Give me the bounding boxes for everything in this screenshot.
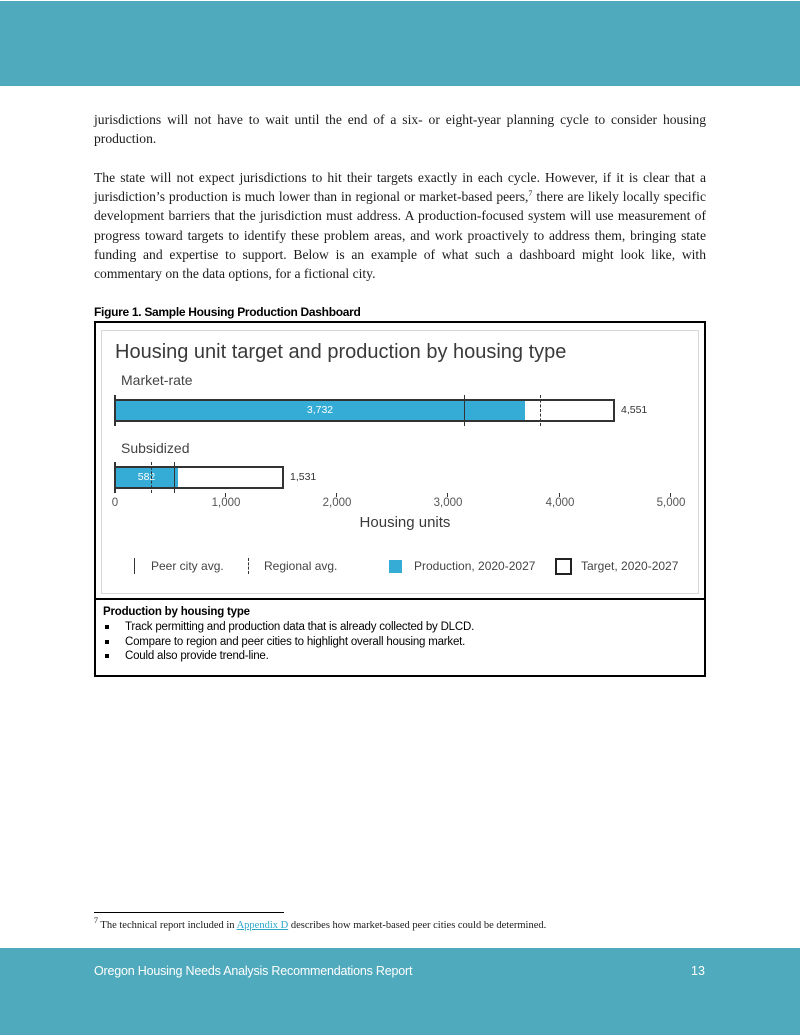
legend-label: Target, 2020-2027 xyxy=(581,559,679,573)
legend-label: Production, 2020-2027 xyxy=(414,559,536,573)
x-tick-label-3000: 3,000 xyxy=(433,497,463,509)
market-rate-production-value: 3,732 xyxy=(306,404,334,416)
legend-production xyxy=(389,557,535,575)
paragraph-2-text-a: The state will not expect jurisdictions to hit their targets exactly in each cycle. However, if it is clear that a jurisdiction’s production is much lower than in regional or market-based peers, xyxy=(94,170,706,205)
notes-item: Track permitting and production data that is already collected by DLCD. xyxy=(103,620,474,635)
legend-peer-city-avg xyxy=(134,557,224,575)
chart-title: Housing unit target and production by housing type xyxy=(115,341,567,363)
market-rate-peer-avg-marker xyxy=(464,395,465,426)
subsidized-regional-avg-marker xyxy=(151,462,152,493)
footnote-separator xyxy=(94,912,284,913)
x-tick-label-4000: 4,000 xyxy=(545,497,575,509)
market-rate-axis-start xyxy=(114,395,116,426)
subsidized-production-value: 582 xyxy=(137,471,156,483)
legend-target xyxy=(555,557,678,575)
category-label-market-rate: Market-rate xyxy=(121,372,193,388)
market-rate-regional-avg-marker xyxy=(540,395,541,426)
appendix-d-link[interactable]: Appendix D xyxy=(236,920,289,931)
chart-legend xyxy=(102,557,698,577)
x-tick-label-2000: 2,000 xyxy=(322,497,352,509)
figure-divider xyxy=(96,598,704,600)
notes-item: Compare to region and peer cities to highlight overall housing market. xyxy=(103,635,474,650)
figure-notes xyxy=(103,605,474,664)
x-tick-label-1000: 1,000 xyxy=(211,497,241,509)
figure-frame xyxy=(94,321,706,677)
figure-caption: Figure 1. Sample Housing Production Dashboard xyxy=(94,305,361,319)
chart-card xyxy=(101,330,699,594)
footnote-number: 7 xyxy=(94,916,98,925)
notes-list xyxy=(103,620,474,664)
paragraph-1: jurisdictions will not have to wait until the end of a six- or eight-year planning cycle to consider housing production. xyxy=(94,112,706,147)
legend-label: Peer city avg. xyxy=(151,559,224,573)
category-label-subsidized: Subsidized xyxy=(121,440,190,456)
footnote xyxy=(94,916,547,931)
filled-square-icon xyxy=(389,560,402,573)
paragraph-2 xyxy=(94,168,706,283)
subsidized-target-value: 1,531 xyxy=(290,471,317,483)
subsidized-axis-start xyxy=(114,462,116,493)
dashed-line-icon xyxy=(248,558,249,574)
notes-item: Could also provide trend-line. xyxy=(103,649,474,664)
page-number: 13 xyxy=(691,964,705,978)
market-rate-target-value: 4,551 xyxy=(621,404,648,416)
footer-band xyxy=(0,948,800,1035)
x-tick-label-0: 0 xyxy=(111,497,119,509)
footer-report-title: Oregon Housing Needs Analysis Recommendations Report xyxy=(94,964,413,978)
legend-label: Regional avg. xyxy=(264,559,338,573)
header-band xyxy=(0,1,800,86)
paragraph-2-text-b: there are likely locally specific development barriers that the jurisdiction must address. A production-focused system will use measurement of progress toward targets to identify these problem areas, and work proactively to address them, bringing state funding and expertise to support. Below is an example of what such a dashboard might look like, with commentary on the data options, for a fictional city. xyxy=(94,189,706,282)
footnote-text-b: describes how market-based peer cities could be determined. xyxy=(288,920,547,931)
outline-square-icon xyxy=(555,558,572,575)
x-axis-title: Housing units xyxy=(359,514,451,531)
solid-line-icon xyxy=(134,558,135,574)
subsidized-peer-avg-marker xyxy=(174,462,175,493)
x-tick-label-5000: 5,000 xyxy=(656,497,686,509)
legend-regional-avg xyxy=(248,557,337,575)
notes-title: Production by housing type xyxy=(103,606,250,618)
footnote-text-a: The technical report included in xyxy=(98,920,237,931)
footnote-ref[interactable]: 7 xyxy=(528,189,533,199)
